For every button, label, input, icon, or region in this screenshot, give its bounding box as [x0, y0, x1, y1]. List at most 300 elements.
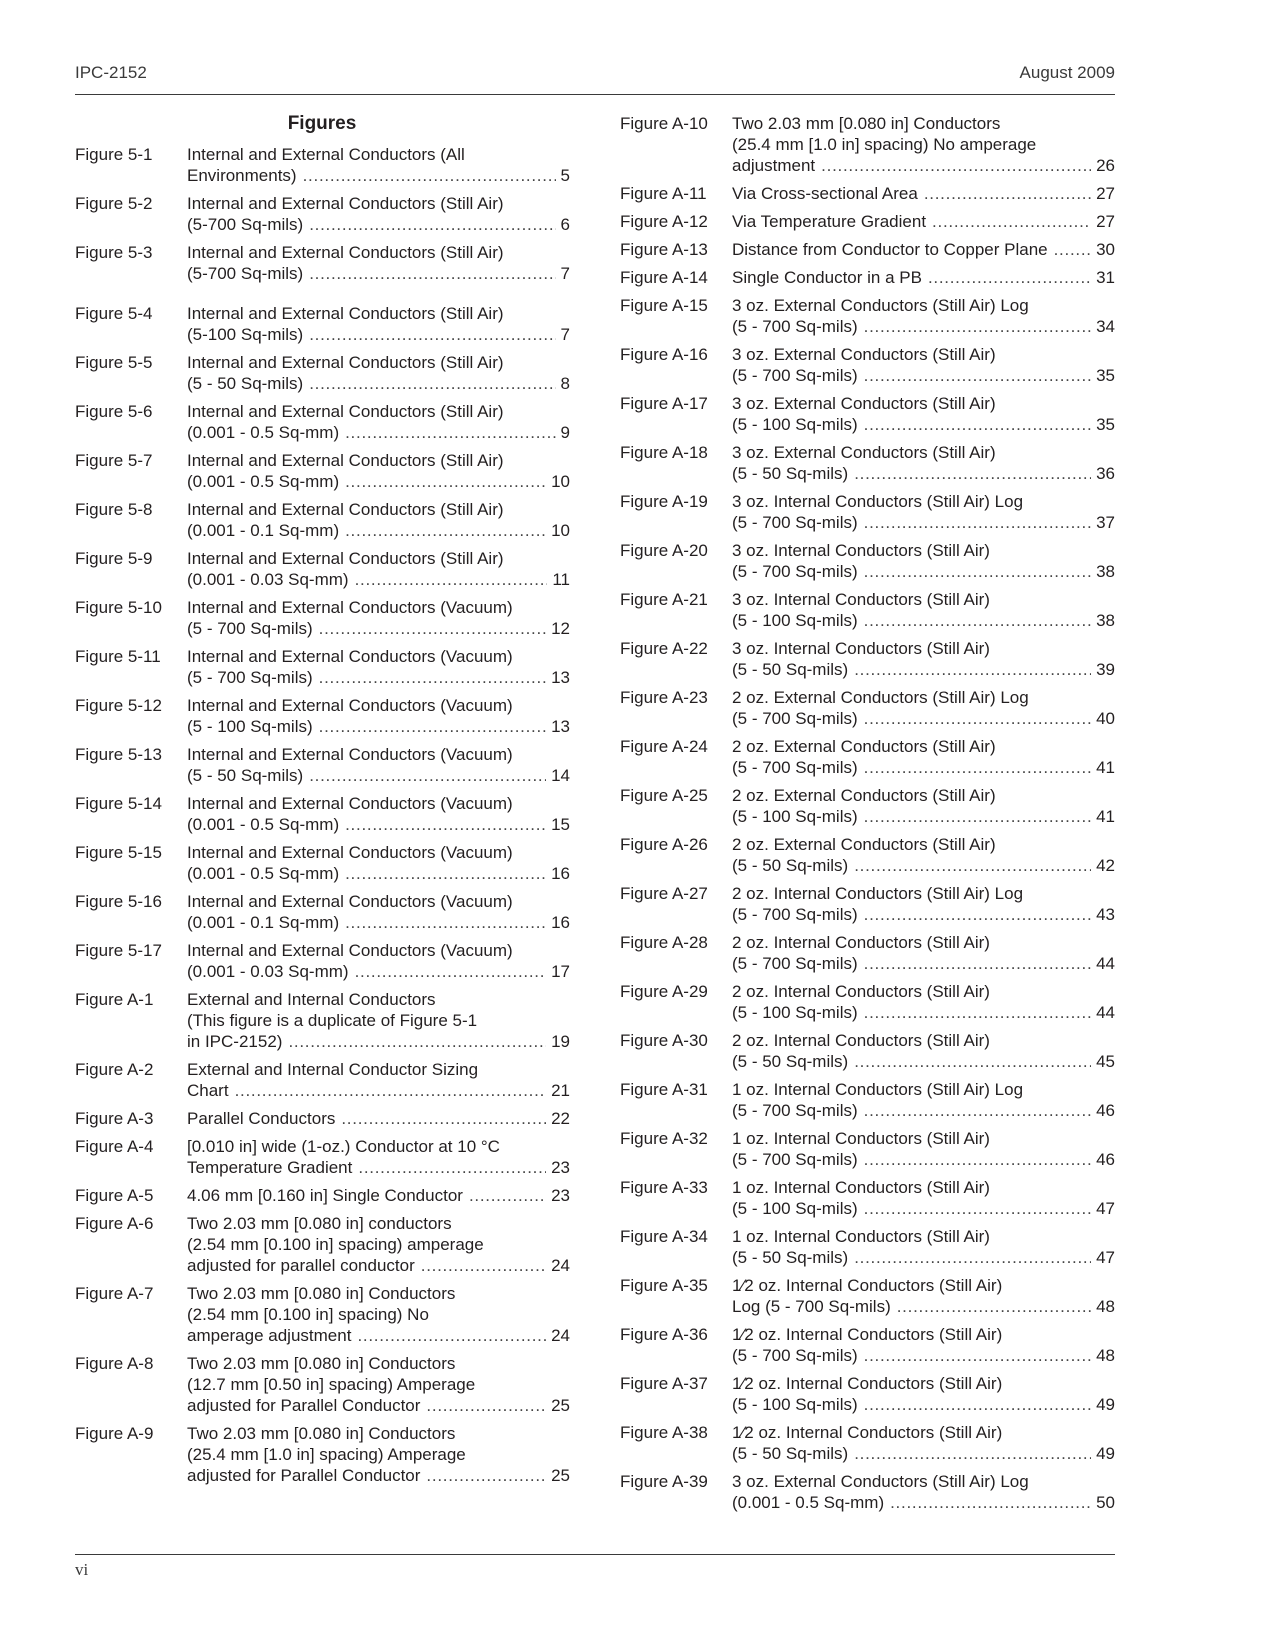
caption-last-line [732, 610, 1115, 631]
caption-text: (0.001 - 0.5 Sq-mm) [187, 423, 340, 442]
figure-number: Figure 5-6 [75, 402, 153, 421]
page-ref: 10 [551, 472, 570, 491]
caption-last-line [187, 863, 570, 884]
dot-leader [319, 618, 546, 639]
toc-entry [620, 932, 1115, 974]
toc-entry [75, 646, 570, 688]
toc-entry [75, 548, 570, 590]
dot-leader [345, 471, 546, 492]
page-ref: 44 [1096, 954, 1115, 973]
page-ref: 24 [551, 1326, 570, 1345]
caption-line: 3 oz. Internal Conductors (Still Air) [732, 541, 990, 560]
caption-last-line [732, 1002, 1115, 1023]
dot-leader [864, 1100, 1091, 1121]
figure-caption [187, 242, 570, 284]
dot-leader [864, 365, 1091, 386]
figure-number: Figure A-38 [620, 1423, 708, 1442]
caption-last-line [732, 953, 1115, 974]
figure-number: Figure A-9 [75, 1424, 154, 1443]
caption-last-line [187, 716, 570, 737]
caption-line: Internal and External Conductors (Still Air) [187, 353, 504, 372]
toc-entry [75, 989, 570, 1052]
dot-leader [345, 814, 546, 835]
caption-line: External and Internal Conductor Sizing [187, 1060, 479, 1079]
figure-caption [732, 785, 1115, 827]
dot-leader [854, 463, 1091, 484]
caption-line: Two 2.03 mm [0.080 in] Conductors [187, 1284, 456, 1303]
figure-caption [187, 144, 570, 186]
caption-text: (5 - 700 Sq-mils) [732, 1101, 858, 1120]
toc-entry [620, 736, 1115, 778]
figure-caption [187, 401, 570, 443]
caption-last-line [732, 239, 1115, 260]
toc-entry [620, 344, 1115, 386]
caption-text: Via Cross-sectional Area [732, 184, 918, 203]
figure-number: Figure A-32 [620, 1129, 708, 1148]
page-ref: 9 [560, 423, 570, 442]
right-column [620, 113, 1115, 1513]
figure-caption [732, 687, 1115, 729]
dot-leader [864, 1198, 1091, 1219]
page-ref: 34 [1096, 317, 1115, 336]
figure-number: Figure 5-7 [75, 451, 153, 470]
caption-text: (5 - 100 Sq-mils) [732, 1199, 858, 1218]
dot-leader [426, 1465, 546, 1486]
caption-line: External and Internal Conductors [187, 990, 436, 1009]
figure-number: Figure A-11 [620, 184, 707, 203]
page-ref: 27 [1096, 184, 1115, 203]
toc-entry [620, 883, 1115, 925]
caption-line: 2 oz. Internal Conductors (Still Air) [732, 933, 990, 952]
toc-entry [620, 491, 1115, 533]
figure-caption [187, 989, 570, 1052]
figure-caption [732, 211, 1115, 232]
toc-entry [620, 1079, 1115, 1121]
dot-leader [864, 610, 1091, 631]
page-ref: 37 [1096, 513, 1115, 532]
figure-caption [732, 736, 1115, 778]
caption-line: 3 oz. External Conductors (Still Air) [732, 394, 996, 413]
caption-line: Internal and External Conductors (Still Air) [187, 243, 504, 262]
toc-entry [620, 239, 1115, 260]
caption-text: (5 - 700 Sq-mils) [732, 562, 858, 581]
figure-caption [187, 548, 570, 590]
page-ref: 21 [551, 1081, 570, 1100]
page-ref: 11 [552, 570, 570, 589]
dot-leader [854, 659, 1091, 680]
caption-line: Internal and External Conductors (Still Air) [187, 194, 504, 213]
dot-leader [421, 1255, 546, 1276]
figure-caption [732, 1422, 1115, 1464]
caption-line: Internal and External Conductors (Vacuum) [187, 598, 513, 617]
page-ref: 36 [1096, 464, 1115, 483]
dot-leader [341, 1108, 546, 1129]
caption-line: (2.54 mm [0.100 in] spacing) No [187, 1305, 429, 1324]
caption-line: Internal and External Conductors (Vacuum) [187, 647, 513, 666]
caption-last-line [187, 1395, 570, 1416]
figure-caption [187, 1059, 570, 1101]
caption-line: 1 oz. Internal Conductors (Still Air) Log [732, 1080, 1024, 1099]
caption-text: (5-100 Sq-mils) [187, 325, 304, 344]
figure-caption [187, 1213, 570, 1276]
caption-text: in IPC-2152) [187, 1032, 283, 1051]
figure-number: Figure 5-14 [75, 794, 162, 813]
page-ref: 16 [551, 913, 570, 932]
page-ref: 45 [1096, 1052, 1115, 1071]
figure-number: Figure A-24 [620, 737, 708, 756]
caption-last-line [187, 1185, 570, 1206]
doc-date: August 2009 [1019, 63, 1115, 82]
figure-number: Figure A-4 [75, 1137, 154, 1156]
toc-entry [75, 842, 570, 884]
figure-number: Figure A-17 [620, 394, 708, 413]
dot-leader [932, 211, 1091, 232]
toc-entry [620, 687, 1115, 729]
dot-leader [864, 806, 1091, 827]
dot-leader [864, 1394, 1091, 1415]
figure-caption [732, 1471, 1115, 1513]
toc-entry [75, 940, 570, 982]
caption-text: Single Conductor in a PB [732, 268, 922, 287]
caption-last-line [187, 1157, 570, 1178]
toc-entry [620, 1275, 1115, 1317]
caption-line: Two 2.03 mm [0.080 in] Conductors [187, 1354, 456, 1373]
figure-caption [732, 239, 1115, 260]
toc-entry [75, 1108, 570, 1129]
page-ref: 38 [1096, 611, 1115, 630]
toc-entry [620, 211, 1115, 232]
toc-entry [75, 193, 570, 235]
caption-line: 2 oz. Internal Conductors (Still Air) [732, 1031, 990, 1050]
page-ref: 30 [1096, 240, 1115, 259]
caption-text: (5 - 50 Sq-mils) [187, 374, 304, 393]
caption-text: (0.001 - 0.1 Sq-mm) [187, 913, 340, 932]
figure-number: Figure A-16 [620, 345, 708, 364]
section-title: Figures [287, 113, 357, 134]
figure-number: Figure A-20 [620, 541, 708, 560]
figure-number: Figure A-7 [75, 1284, 154, 1303]
caption-line: Internal and External Conductors (Still Air) [187, 304, 504, 323]
figure-number: Figure 5-12 [75, 696, 162, 715]
caption-last-line [732, 1149, 1115, 1170]
caption-last-line [187, 520, 570, 541]
toc-entry [75, 450, 570, 492]
dot-leader [864, 953, 1091, 974]
caption-line: 1⁄2 oz. Internal Conductors (Still Air) [732, 1374, 1003, 1393]
dot-leader [864, 1002, 1091, 1023]
dot-leader [864, 414, 1091, 435]
caption-text: (0.001 - 0.5 Sq-mm) [187, 815, 340, 834]
page-ref: 31 [1096, 268, 1115, 287]
figure-caption [732, 442, 1115, 484]
dot-leader [854, 1443, 1091, 1464]
caption-text: adjusted for Parallel Conductor [187, 1396, 421, 1415]
caption-text: (5 - 700 Sq-mils) [732, 1150, 858, 1169]
figure-number: Figure A-18 [620, 443, 708, 462]
caption-text: (5 - 100 Sq-mils) [187, 717, 313, 736]
caption-text: Distance from Conductor to Copper Plane [732, 240, 1048, 259]
figure-number: Figure 5-2 [75, 194, 153, 213]
toc-entry [75, 695, 570, 737]
figure-number: Figure A-10 [620, 114, 708, 133]
page-ref: 27 [1096, 212, 1115, 231]
page-ref: 48 [1096, 1346, 1115, 1365]
toc-entry [620, 834, 1115, 876]
dot-leader [864, 316, 1091, 337]
dot-leader [319, 667, 546, 688]
caption-line: 3 oz. External Conductors (Still Air) Log [732, 1472, 1029, 1491]
caption-text: (5 - 50 Sq-mils) [732, 1248, 849, 1267]
figure-caption [187, 793, 570, 835]
page-ref: 25 [551, 1466, 570, 1485]
dot-leader [897, 1296, 1091, 1317]
caption-text: (0.001 - 0.5 Sq-mm) [187, 472, 340, 491]
caption-last-line [732, 1051, 1115, 1072]
figure-number: Figure A-2 [75, 1060, 154, 1079]
figure-number: Figure A-25 [620, 786, 708, 805]
caption-text: (5 - 100 Sq-mils) [732, 1003, 858, 1022]
figure-caption [187, 303, 570, 345]
page-ref: 13 [551, 668, 570, 687]
page-ref: 13 [551, 717, 570, 736]
doc-id: IPC-2152 [75, 63, 147, 82]
toc-entry [75, 144, 570, 186]
caption-text: (5 - 700 Sq-mils) [732, 513, 858, 532]
figure-number: Figure A-12 [620, 212, 708, 231]
figure-caption [732, 344, 1115, 386]
toc-entry [620, 295, 1115, 337]
figure-number: Figure A-19 [620, 492, 708, 511]
figure-number: Figure A-6 [75, 1214, 154, 1233]
figure-number: Figure A-3 [75, 1109, 154, 1128]
dot-leader [864, 757, 1091, 778]
caption-text: (5 - 100 Sq-mils) [732, 807, 858, 826]
caption-line: 1⁄2 oz. Internal Conductors (Still Air) [732, 1276, 1003, 1295]
dot-leader [864, 512, 1091, 533]
toc-entry [75, 1136, 570, 1178]
caption-line: 3 oz. External Conductors (Still Air) [732, 443, 996, 462]
caption-last-line [732, 414, 1115, 435]
toc-entry [75, 1185, 570, 1206]
page-ref: 49 [1096, 1395, 1115, 1414]
caption-last-line [732, 1198, 1115, 1219]
toc-entry [75, 401, 570, 443]
caption-last-line [732, 1492, 1115, 1513]
caption-last-line [732, 757, 1115, 778]
caption-last-line [187, 1255, 570, 1276]
page-ref: 23 [551, 1186, 570, 1205]
toc-entry [75, 352, 570, 394]
dot-leader [235, 1080, 547, 1101]
dot-leader [309, 373, 555, 394]
figure-number: Figure A-35 [620, 1276, 708, 1295]
page-ref: 47 [1096, 1199, 1115, 1218]
figure-number: Figure A-39 [620, 1472, 708, 1491]
figure-caption [732, 981, 1115, 1023]
caption-text: Via Temperature Gradient [732, 212, 927, 231]
figure-number: Figure A-36 [620, 1325, 708, 1344]
caption-line: 1 oz. Internal Conductors (Still Air) [732, 1129, 990, 1148]
caption-text: 4.06 mm [0.160 in] Single Conductor [187, 1186, 463, 1205]
caption-line: Two 2.03 mm [0.080 in] Conductors [187, 1424, 456, 1443]
toc-entry [75, 499, 570, 541]
caption-text: (5 - 50 Sq-mils) [732, 464, 849, 483]
caption-text: (5 - 100 Sq-mils) [732, 415, 858, 434]
figure-number: Figure A-23 [620, 688, 708, 707]
figure-number: Figure 5-11 [75, 647, 161, 666]
toc-entry [75, 303, 570, 345]
figure-caption [187, 499, 570, 541]
figure-number: Figure A-31 [620, 1080, 708, 1099]
caption-line: 3 oz. Internal Conductors (Still Air) [732, 639, 990, 658]
toc-entry [620, 1030, 1115, 1072]
page-ref: 6 [560, 215, 570, 234]
figure-list-right [620, 113, 1115, 1513]
caption-text: (5 - 700 Sq-mils) [732, 317, 858, 336]
dot-leader [358, 1157, 546, 1178]
figure-caption [732, 1373, 1115, 1415]
dot-leader [319, 716, 546, 737]
caption-last-line [187, 263, 570, 284]
figure-number: Figure 5-4 [75, 304, 153, 323]
figure-number: Figure A-26 [620, 835, 708, 854]
figure-caption [187, 842, 570, 884]
left-column [75, 112, 570, 1486]
figure-number: Figure A-37 [620, 1374, 708, 1393]
toc-entry [620, 1471, 1115, 1513]
dot-leader [288, 1031, 546, 1052]
caption-line: Internal and External Conductors (Still Air) [187, 549, 504, 568]
caption-line: 2 oz. External Conductors (Still Air) [732, 835, 996, 854]
figure-caption [732, 540, 1115, 582]
caption-line: Internal and External Conductors (Vacuum) [187, 941, 513, 960]
figure-caption [187, 193, 570, 235]
caption-last-line [732, 211, 1115, 232]
caption-last-line [732, 512, 1115, 533]
caption-text: (0.001 - 0.03 Sq-mm) [187, 962, 349, 981]
toc-entry [620, 540, 1115, 582]
page-ref: 35 [1096, 415, 1115, 434]
figure-number: Figure A-14 [620, 268, 708, 287]
dot-leader [345, 912, 546, 933]
page-ref: 25 [551, 1396, 570, 1415]
caption-last-line [187, 373, 570, 394]
dot-leader [303, 165, 556, 186]
page-ref: 46 [1096, 1150, 1115, 1169]
figure-caption [187, 597, 570, 639]
caption-last-line [187, 1465, 570, 1486]
caption-line: 3 oz. External Conductors (Still Air) [732, 345, 996, 364]
caption-last-line [187, 912, 570, 933]
toc-entry [75, 1423, 570, 1486]
figure-number: Figure A-22 [620, 639, 708, 658]
caption-line: 1⁄2 oz. Internal Conductors (Still Air) [732, 1325, 1003, 1344]
caption-text: Parallel Conductors [187, 1109, 336, 1128]
page-ref: 44 [1096, 1003, 1115, 1022]
figure-caption [187, 695, 570, 737]
toc-entry [620, 1324, 1115, 1366]
figure-caption [732, 883, 1115, 925]
caption-last-line [187, 165, 570, 186]
figure-number: Figure A-34 [620, 1227, 708, 1246]
dot-leader [345, 863, 546, 884]
dot-leader [864, 1345, 1091, 1366]
dot-leader [890, 1492, 1091, 1513]
caption-text: Log (5 - 700 Sq-mils) [732, 1297, 891, 1316]
figure-number: Figure A-1 [75, 990, 154, 1009]
caption-text: (5 - 100 Sq-mils) [732, 1395, 858, 1414]
caption-line: 2 oz. External Conductors (Still Air) [732, 737, 996, 756]
dot-leader [854, 1051, 1091, 1072]
figure-caption [732, 491, 1115, 533]
page-ref: 50 [1096, 1493, 1115, 1512]
caption-last-line [187, 324, 570, 345]
caption-line: (25.4 mm [1.0 in] spacing) Amperage [187, 1445, 466, 1464]
page-ref: 14 [551, 766, 570, 785]
figure-caption [732, 295, 1115, 337]
caption-text: (5 - 50 Sq-mils) [187, 766, 304, 785]
caption-last-line [187, 1325, 570, 1346]
caption-last-line [732, 1247, 1115, 1268]
toc-entry [620, 1226, 1115, 1268]
caption-line: (12.7 mm [0.50 in] spacing) Amperage [187, 1375, 476, 1394]
toc-entry [620, 1177, 1115, 1219]
caption-last-line [187, 1080, 570, 1101]
caption-text: (5 - 50 Sq-mils) [732, 660, 849, 679]
caption-last-line [187, 214, 570, 235]
figure-caption [732, 1226, 1115, 1268]
caption-last-line [187, 569, 570, 590]
caption-text: (0.001 - 0.5 Sq-mm) [732, 1493, 885, 1512]
figure-caption [732, 267, 1115, 288]
toc-entry [75, 793, 570, 835]
figure-number: Figure A-33 [620, 1178, 708, 1197]
caption-last-line [732, 659, 1115, 680]
figure-caption [187, 891, 570, 933]
caption-line: (This figure is a duplicate of Figure 5-1 [187, 1011, 478, 1030]
caption-text: adjusted for Parallel Conductor [187, 1466, 421, 1485]
caption-last-line [732, 316, 1115, 337]
dot-leader [309, 765, 546, 786]
caption-text: (0.001 - 0.03 Sq-mm) [187, 570, 349, 589]
page-ref: 42 [1096, 856, 1115, 875]
caption-line: 2 oz. External Conductors (Still Air) [732, 786, 996, 805]
caption-text: (5 - 700 Sq-mils) [732, 954, 858, 973]
figure-number: Figure 5-9 [75, 549, 153, 568]
caption-last-line [732, 1394, 1115, 1415]
dot-leader [309, 263, 555, 284]
page-ref: 26 [1096, 156, 1115, 175]
dot-leader [309, 214, 555, 235]
caption-last-line [732, 1100, 1115, 1121]
page-ref: 12 [551, 619, 570, 638]
toc-entry [620, 183, 1115, 204]
toc-entry [620, 1422, 1115, 1464]
figure-caption [732, 113, 1115, 176]
toc-entry [75, 597, 570, 639]
dot-leader [1054, 239, 1091, 260]
caption-last-line [187, 1108, 570, 1129]
page-ref: 35 [1096, 366, 1115, 385]
caption-last-line [732, 561, 1115, 582]
caption-text: (5 - 50 Sq-mils) [732, 856, 849, 875]
figure-number: Figure A-27 [620, 884, 708, 903]
caption-line: Two 2.03 mm [0.080 in] conductors [187, 1214, 452, 1233]
dot-leader [864, 561, 1091, 582]
figure-number: Figure 5-10 [75, 598, 162, 617]
figure-caption [187, 1423, 570, 1486]
caption-line: (2.54 mm [0.100 in] spacing) amperage [187, 1235, 484, 1254]
